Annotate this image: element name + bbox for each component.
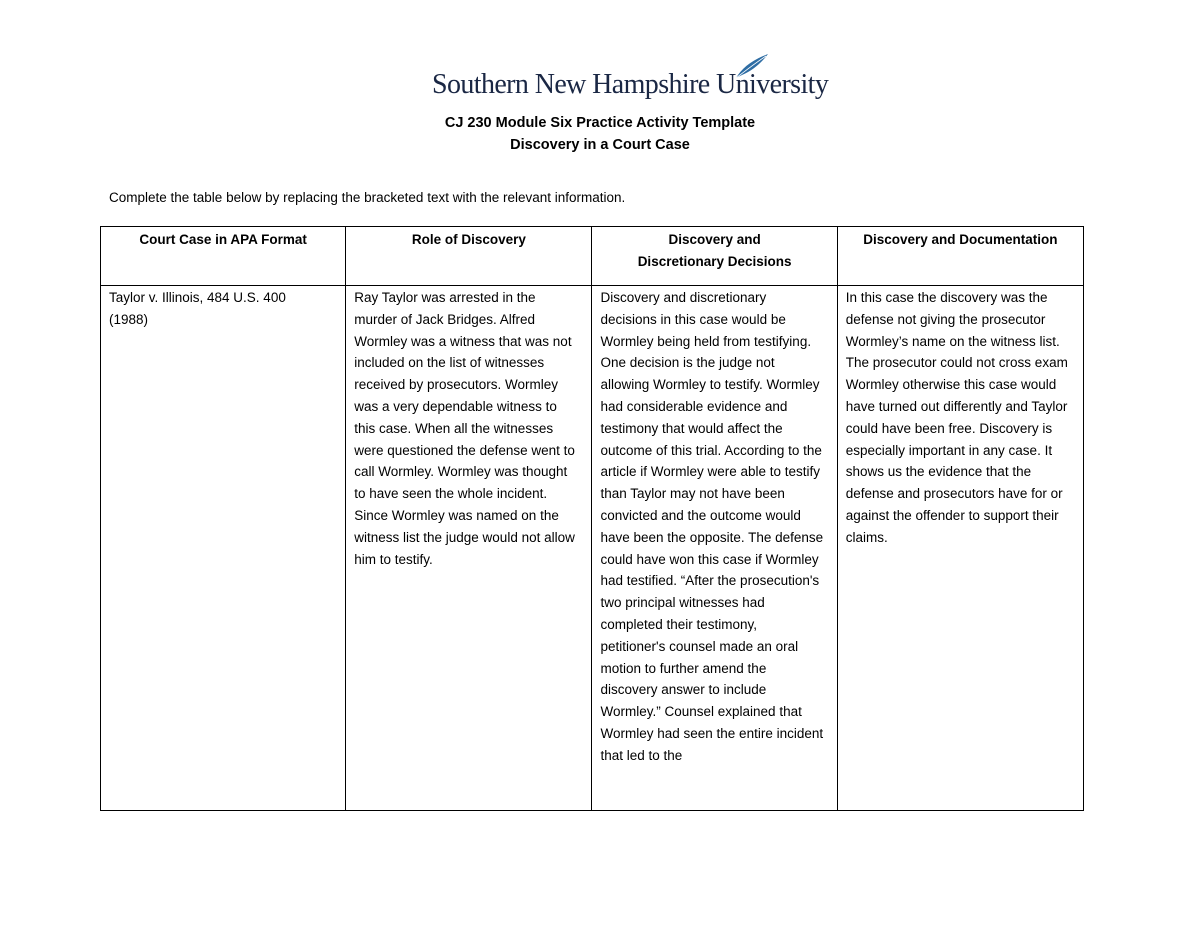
- cell-documentation: In this case the discovery was the defense not giving the prosecutor Wormley’s name on the witness list. The prosecutor could not cross exam Wormley otherwise this case would have turned out differently and Taylor could have been free. Discovery is especially important in any case. It shows us the evidence that the defense and prosecutors have for or against the offender to support their claims.: [837, 286, 1083, 811]
- column-header-court-case: Court Case in APA Format: [101, 227, 346, 286]
- column-header-role-of-discovery: Role of Discovery: [346, 227, 592, 286]
- column-header-discretionary-decisions: Discovery and Discretionary Decisions: [592, 227, 837, 286]
- university-name: Southern New Hampshire University: [432, 69, 829, 100]
- cell-court-case: Taylor v. Illinois, 484 U.S. 400 (1988): [101, 286, 346, 811]
- instructions-text: Complete the table below by replacing the bracketed text with the relevant information.: [109, 190, 626, 205]
- university-logo: [432, 52, 829, 102]
- table-header-row: [101, 227, 1084, 286]
- column-header-documentation: Discovery and Documentation: [837, 227, 1083, 286]
- cell-discretionary-decisions: Discovery and discretionary decisions in this case would be Wormley being held from testifying. One decision is the judge not allowing Wormley to testify. Wormley had considerable evidence and testimony that would affect the outcome of this trial. According to the article if Wormley were able to testify than Taylor may not have been convicted and the outcome would have been the opposite. The defense could have won this case if Wormley had testified. “After the prosecution's two principal witnesses had completed their testimony, petitioner's counsel made an oral motion to further amend the discovery answer to include Wormley.” Counsel explained that Wormley had seen the entire incident that led to the: [592, 286, 837, 811]
- document-title: CJ 230 Module Six Practice Activity Template: [444, 115, 756, 131]
- discovery-table: [100, 226, 1084, 811]
- table-row: [101, 286, 1084, 811]
- document-subtitle: Discovery in a Court Case: [510, 137, 690, 153]
- feather-icon: [732, 52, 772, 82]
- cell-role-of-discovery: Ray Taylor was arrested in the murder of Jack Bridges. Alfred Wormley was a witness that was not included on the list of witnesses received by prosecutors. Wormley was a very dependable witness to this case. When all the witnesses were questioned the defense went to call Wormley. Wormley was thought to have seen the whole incident. Since Wormley was named on the witness list the judge would not allow him to testify.: [346, 286, 592, 811]
